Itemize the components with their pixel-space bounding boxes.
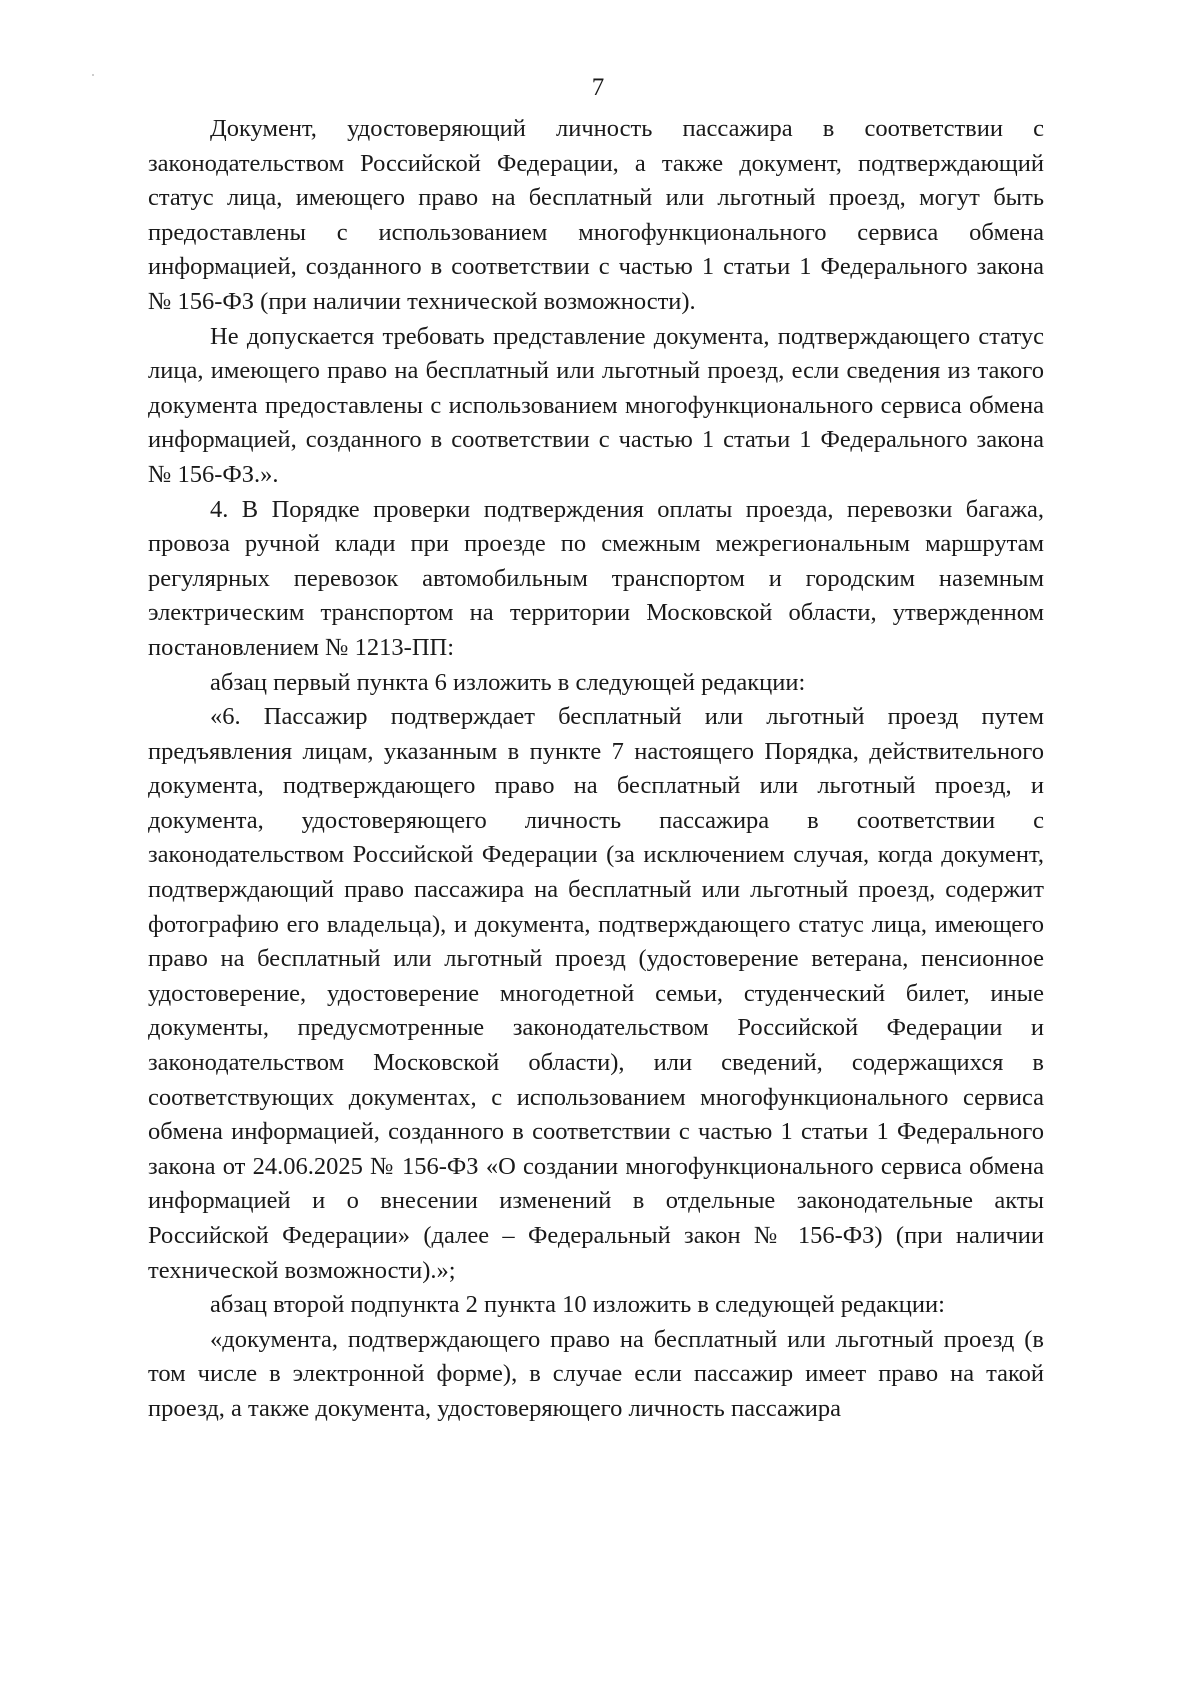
paragraph-identity-document: Документ, удостоверяющий личность пассажира в соответствии с законодательством Российской Федерации, а также документ, подтверждающий статус лица, имеющего право на бесплатный или льготный проезд, могут быть предоставлены с использованием многофункционального сервиса обмена информацией, созданного в соответствии с частью 1 статьи 1 Федерального закона № 156-ФЗ (при наличии технической возможности).	[148, 115, 1044, 315]
page-number: 7	[591, 74, 605, 101]
paragraph-point-6-text: «6. Пассажир подтверждает бесплатный или льготный проезд путем предъявления лицам, указанным в пункте 7 настоящего Порядка, действительного документа, подтверждающего право на бесплатный или льготный проезд, и документа, удостоверяющего личность пассажира в соответствии с законодательством Российской Федерации (за исключением случая, когда документ, подтверждающий право пассажира на бесплатный или льготный проезд, содержит фотографию его владельца), и документа, подтверждающего статус лица, имеющего право на бесплатный или льготный проезд (удостоверение ветерана, пенсионное удостоверение, удостоверение многодетной семьи, студенческий билет, иные документы, предусмотренные законодательством Российской Федерации и законодательством Московской области), или сведений, содержащихся в соответствующих документах, с использованием многофункционального сервиса обмена информацией, созданного в соответствии с частью 1 статьи 1 Федерального закона от 24.06.2025 № 156-ФЗ «О создании многофункционального сервиса обмена информацией и о внесении изменений в отдельные законодательные акты Российской Федерации» (далее – Федеральный закон № 156-ФЗ) (при наличии технической возможности).»;	[148, 703, 1044, 1284]
document-body	[148, 112, 1044, 1427]
paragraph-amendment-4: 4. В Порядке проверки подтверждения оплаты проезда, перевозки багажа, провоза ручной клади при проезде по смежным межрегиональным маршрутам регулярных перевозок автомобильным транспортом и городским наземным электрическим транспортом на территории Московской области, утвержденном постановлением № 1213-ПП:	[148, 495, 1044, 661]
paragraph-instruction-point-6: абзац первый пункта 6 изложить в следующей редакции:	[210, 668, 806, 696]
paragraph-point-10-text: «документа, подтверждающего право на бесплатный или льготный проезд (в том числе в электронной форме), в случае если пассажир имеет право на такой проезд, а также документа, удостоверяющего личность пассажира	[148, 1325, 1044, 1422]
paragraph-prohibition: Не допускается требовать представление документа, подтверждающего статус лица, имеющего право на бесплатный или льготный проезд, если сведения из такого документа предоставлены с использованием многофункционального сервиса обмена информацией, созданного в соответствии с частью 1 статьи 1 Федерального закона № 156-ФЗ.».	[148, 322, 1044, 488]
paragraph-instruction-point-10: абзац второй подпункта 2 пункта 10 изложить в следующей редакции:	[210, 1291, 945, 1319]
